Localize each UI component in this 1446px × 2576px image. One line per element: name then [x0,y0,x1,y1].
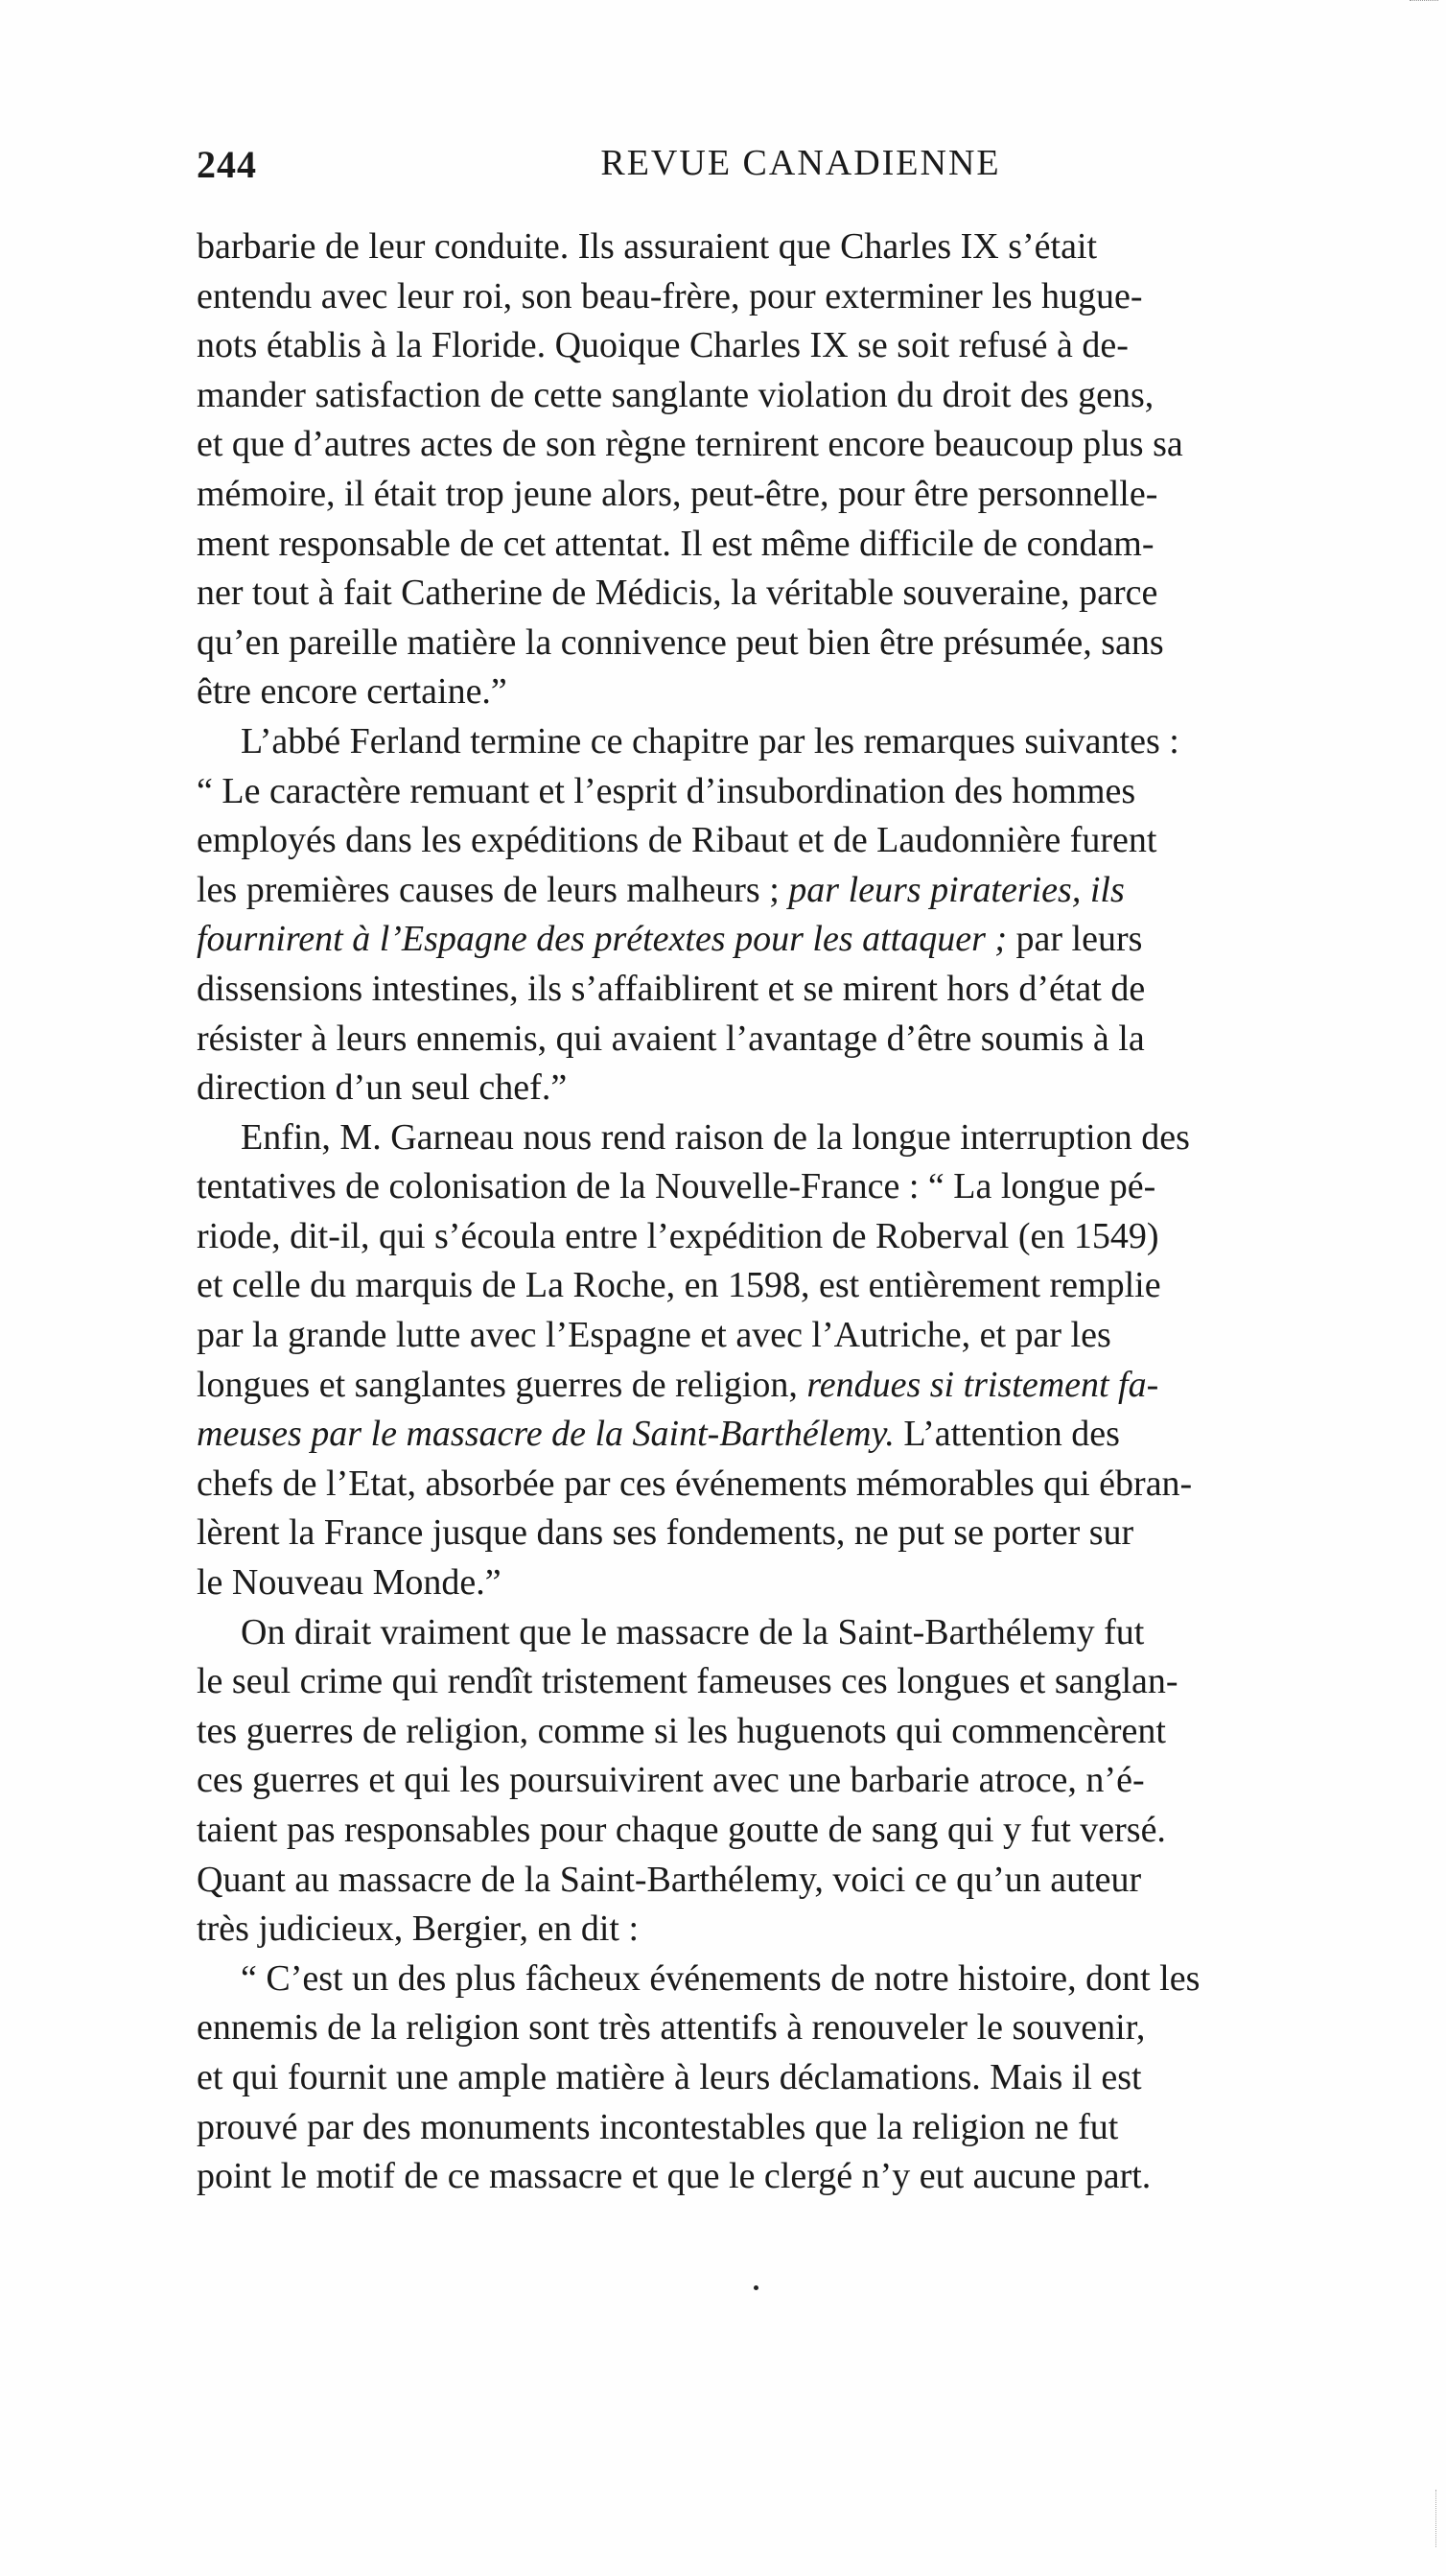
page-edge-mark [1411,2490,1436,2547]
text-line: résister à leurs ennemis, qui avaient l’avantage d’être soumis à la [197,1018,1145,1059]
text-line: lèrent la France jusque dans ses fondements, ne put se porter sur [197,1512,1134,1554]
text-line: Enfin, M. Garneau nous rend raison de la longue interruption des [241,1116,1190,1158]
text-line: entendu avec leur roi, son beau-frère, pour exterminer les hugue- [197,275,1143,316]
text-line: par la grande lutte avec l’Espagne et avec l’Autriche, et par les [197,1315,1111,1356]
text-line: On dirait vraiment que le massacre de la Saint-Barthélemy fut [241,1611,1145,1652]
text-line: mander satisfaction de cette sanglante violation du droit des gens, [197,374,1154,415]
text-line: mémoire, il était trop jeune alors, peut-être, pour être personnelle- [197,473,1158,514]
text-line [197,915,1405,965]
text-line: dissensions intestines, ils s’affaiblirent et se mirent hors d’état de [197,968,1146,1009]
text-line: nots établis à la Floride. Quoique Charles IX se soit refusé à de- [197,325,1129,366]
text-line [197,866,1405,916]
body-text [197,222,1405,2202]
text-line: barbarie de leur conduite. Ils assuraient que Charles IX s’était [197,226,1098,267]
text-line: le seul crime qui rendît tristement fameuses ces longues et sanglan- [197,1661,1178,1702]
text-line: prouvé par des monuments incontestables que la religion ne fut [197,2106,1119,2147]
text-line: qu’en pareille matière la connivence peut bien être présumée, sans [197,621,1164,663]
text-line: ces guerres et qui les poursuivirent avec une barbarie atroce, n’é- [197,1760,1145,1801]
text-segment: L’attention des [894,1414,1120,1455]
text-line [197,1361,1405,1411]
text-line: ment responsable de cet attentat. Il est même difficile de condam- [197,523,1154,564]
page-header [197,142,1405,199]
text-line: taient pas responsables pour chaque goutte de sang qui y fut versé. [197,1810,1166,1850]
text-line: tentatives de colonisation de la Nouvelle-France : “ La longue pé- [197,1166,1156,1207]
text-line: ner tout à fait Catherine de Médicis, la véritable souveraine, parce [197,573,1158,614]
text-line: Quant au massacre de la Saint-Barthélemy, voici ce qu’un auteur [197,1859,1142,1900]
italic-segment: fournirent à l’Espagne des prétextes pour les attaquer ; [197,919,1008,960]
italic-segment: meuses par le massacre de la Saint-Barthélemy. [197,1414,895,1455]
text-line: tes guerres de religion, comme si les huguenots qui commencèrent [197,1710,1166,1751]
text-line: et celle du marquis de La Roche, en 1598, est entièrement remplie [197,1265,1161,1306]
text-segment: les premières causes de leurs malheurs ; [197,869,789,910]
text-line: L’abbé Ferland termine ce chapitre par les remarques suivantes : [241,720,1179,761]
text-segment: longues et sanglantes guerres de religion, [197,1364,807,1405]
page-edge-mark [1410,0,1438,9]
text-line: et que d’autres actes de son règne ternirent encore beaucoup plus sa [197,424,1183,465]
text-segment: par leurs [1007,919,1143,960]
page-number: 244 [197,143,257,186]
italic-segment: par leurs pirateries, ils [788,869,1125,910]
italic-segment: rendues si tristement fa- [806,1364,1159,1405]
text-line: chefs de l’Etat, absorbée par ces événements mémorables qui ébran- [197,1463,1193,1504]
text-line: “ Le caractère remuant et l’esprit d’insubordination des hommes [197,770,1136,811]
running-title: REVUE CANADIENNE [600,143,1001,183]
text-line: être encore certaine.” [197,671,507,713]
text-line: le Nouveau Monde.” [197,1562,501,1604]
text-line: et qui fournit une ample matière à leurs déclamations. Mais il est [197,2056,1142,2097]
text-line: très judicieux, Bergier, en dit : [197,1909,640,1950]
text-line: employés dans les expéditions de Ribaut et de Laudonnière furent [197,820,1157,861]
text-line: direction d’un seul chef.” [197,1067,568,1109]
text-line: “ C’est un des plus fâcheux événements de notre histoire, dont les [241,1957,1201,1999]
ink-dot [754,2285,758,2290]
text-line: riode, dit-il, qui s’écoula entre l’expédition de Roberval (en 1549) [197,1215,1159,1256]
text-line [197,1410,1405,1460]
text-line: point le motif de ce massacre et que le clergé n’y eut aucune part. [197,2156,1152,2197]
text-line: ennemis de la religion sont très attentifs à renouveler le souvenir, [197,2007,1146,2049]
